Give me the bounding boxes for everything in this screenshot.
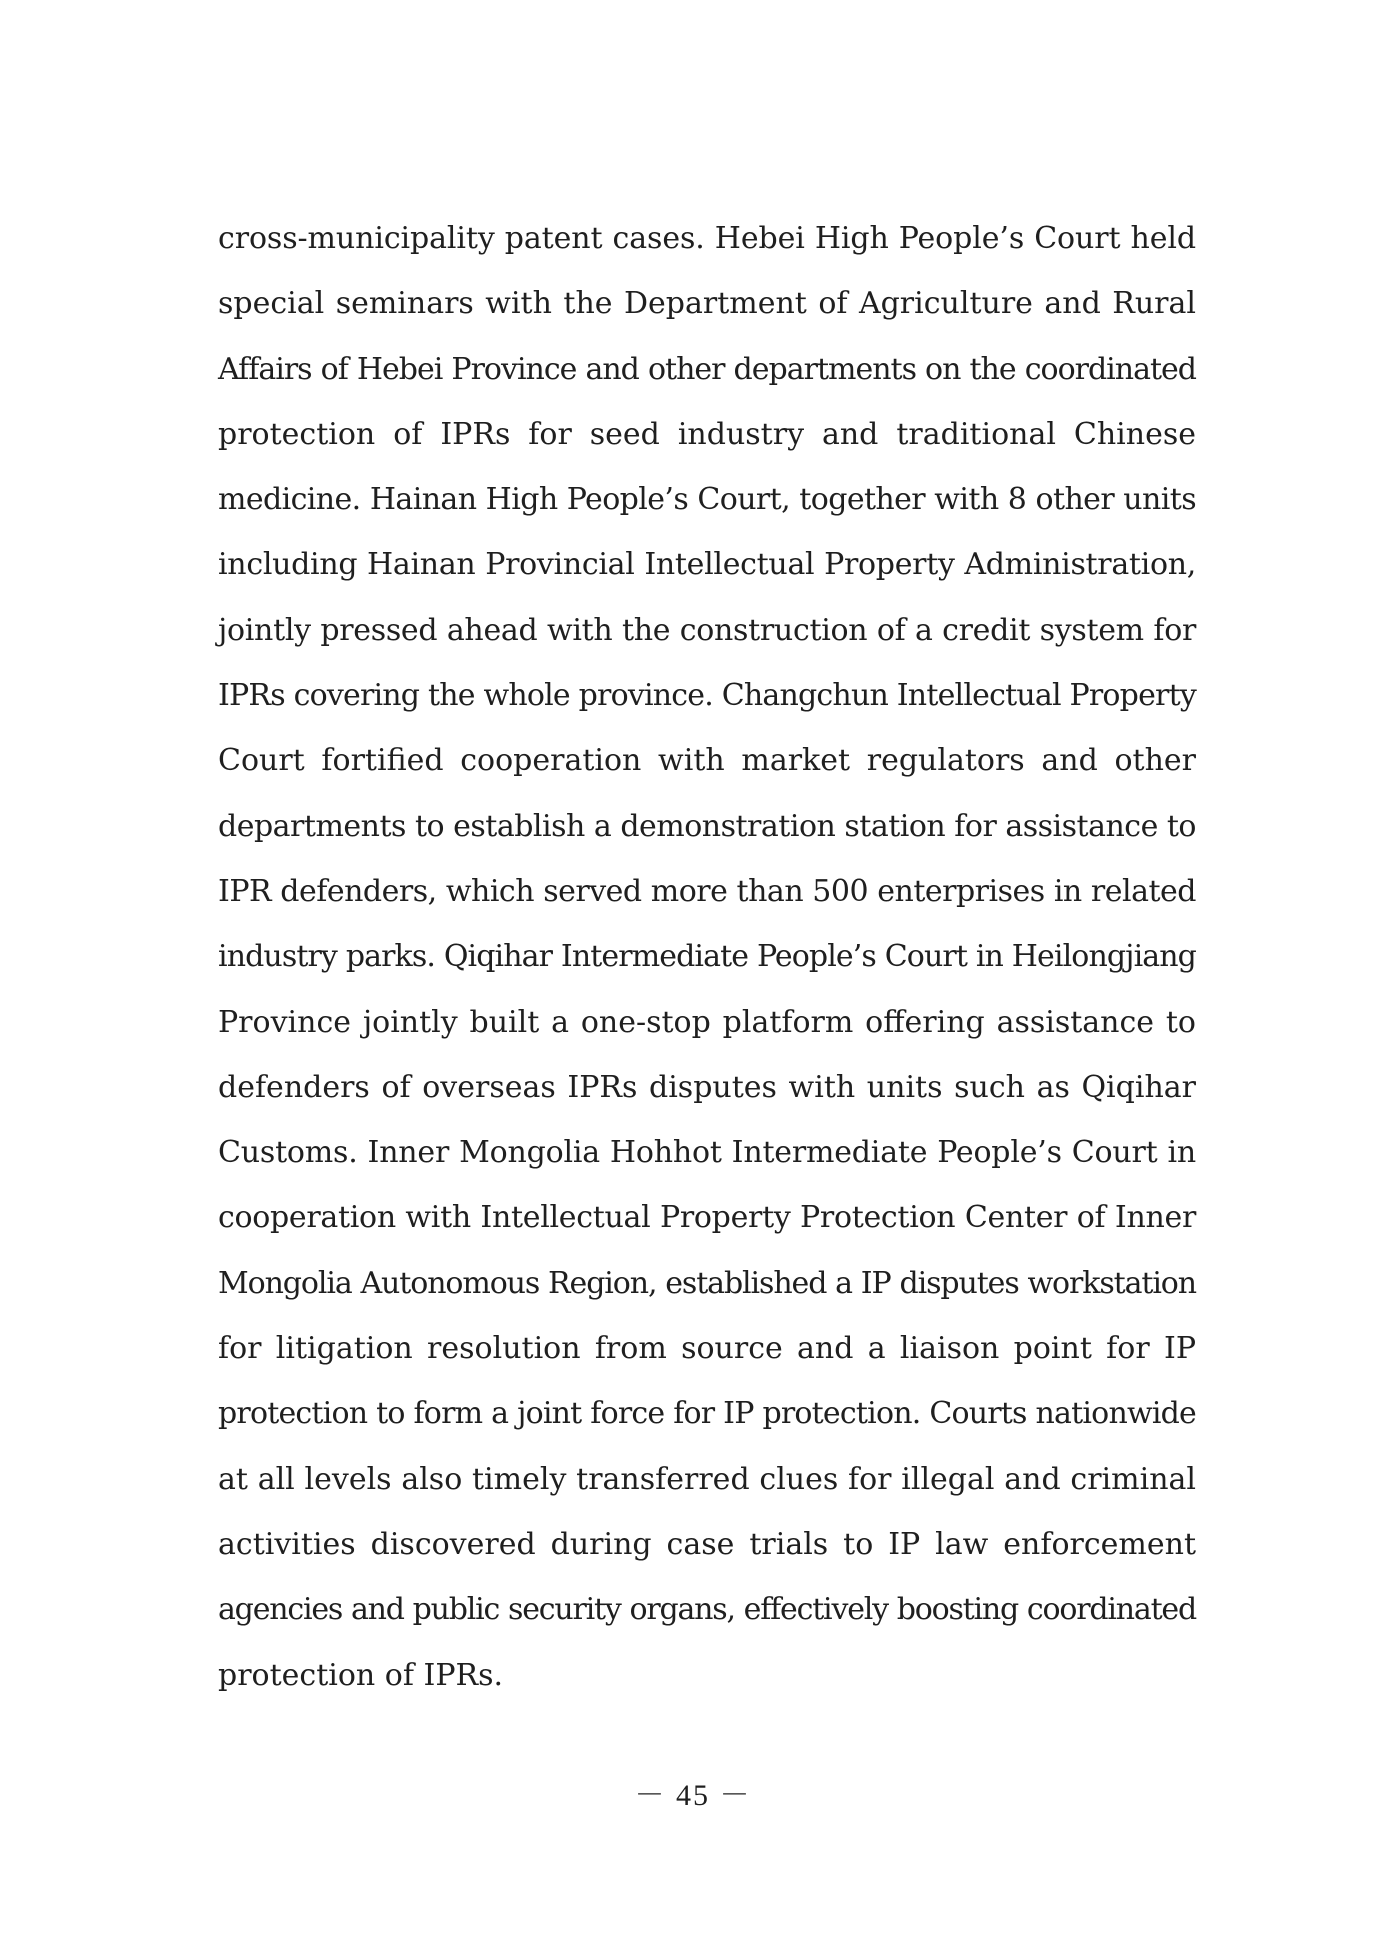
paragraph-line: agencies and public security organs, effectively boosting coordinated bbox=[218, 1592, 1196, 1628]
paragraph-line: defenders of overseas IPRs disputes with units such as Qiqihar bbox=[218, 1069, 1196, 1105]
paragraph-line: Customs. Inner Mongolia Hohhot Intermediate People’s Court in bbox=[218, 1135, 1196, 1171]
paragraph-line: departments to establish a demonstration station for assistance to bbox=[218, 808, 1196, 844]
paragraph-line: for litigation resolution from source and a liaison point for IP bbox=[218, 1331, 1196, 1367]
paragraph-line: protection of IPRs for seed industry and traditional Chinese bbox=[218, 416, 1196, 452]
paragraph-line: Province jointly built a one-stop platform offering assistance to bbox=[218, 1004, 1196, 1040]
paragraph-line: activities discovered during case trials to IP law enforcement bbox=[218, 1526, 1196, 1562]
paragraph-line: including Hainan Provincial Intellectual Property Administration, bbox=[218, 547, 1196, 583]
paragraph-line: IPR defenders, which served more than 500 enterprises in related bbox=[218, 873, 1196, 909]
paragraph-line: protection of IPRs. bbox=[218, 1657, 504, 1693]
paragraph-line: Affairs of Hebei Province and other departments on the coordinated bbox=[218, 351, 1196, 387]
page-number: － 45 － bbox=[634, 1779, 752, 1812]
paragraph-line: IPRs covering the whole province. Changchun Intellectual Property bbox=[218, 678, 1196, 714]
paragraph-line: jointly pressed ahead with the construction of a credit system for bbox=[218, 612, 1196, 648]
paragraph-line: medicine. Hainan High People’s Court, together with 8 other units bbox=[218, 482, 1196, 518]
paragraph-line: at all levels also timely transferred clues for illegal and criminal bbox=[218, 1461, 1196, 1497]
paragraph-line: Court fortified cooperation with market regulators and other bbox=[218, 743, 1196, 779]
body-paragraph bbox=[218, 206, 1196, 1708]
paragraph-line: cross-municipality patent cases. Hebei High People’s Court held bbox=[218, 221, 1196, 256]
paragraph-line: cooperation with Intellectual Property Protection Center of Inner bbox=[218, 1200, 1196, 1236]
paragraph-line: industry parks. Qiqihar Intermediate People’s Court in Heilongjiang bbox=[218, 939, 1196, 975]
paragraph-line: Mongolia Autonomous Region, established a IP disputes workstation bbox=[218, 1265, 1196, 1301]
paragraph-line: special seminars with the Department of Agriculture and Rural bbox=[218, 286, 1196, 322]
paragraph-line: protection to form a joint force for IP protection. Courts nationwide bbox=[218, 1396, 1196, 1432]
